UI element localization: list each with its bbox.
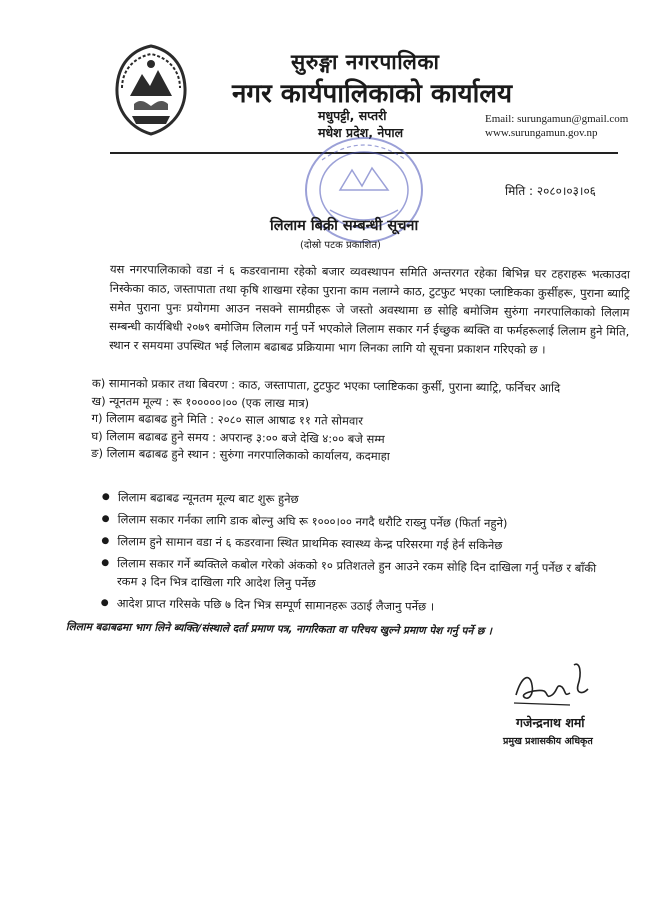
- detail-item-venue: ङ) लिलाम बढाबढ हुने स्थान : सुरुंगा नगरपालिकाको कार्यालय, कदमाहा: [91, 445, 390, 464]
- municipality-name: सुरुङ्गा नगरपालिका: [291, 50, 440, 74]
- detail-item-time: घ) लिलाम बढाबढ हुने समय : अपरान्ह ३:०० बजे देखि ४:०० बजे सम्म: [91, 428, 385, 446]
- notice-date: मिति : २०८०।०३।०६: [505, 184, 596, 198]
- notice-subtitle: (दोस्रो पटक प्रकाशित): [300, 240, 381, 251]
- office-name: नगर कार्यपालिकाको कार्यालय: [232, 79, 513, 109]
- detail-item-date: ग) लिलाम बढाबढ हुने मिति : २०८० साल आषाढ ११ गते सोमवार: [91, 410, 364, 428]
- notice-paragraph: यस नगरपालिकाको वडा नं ६ कडरवानामा रहेको बजार व्यवस्थापन समिति अन्तरगत रहेका बिभिन्न घर टहराहरू भत्काउदा निस्केका काठ, जस्तापाता तथा कृषि शाखमा रहेका पुराना काम नलाग्ने काठ, टुटफुट भएका प्लाष्टिकका कुर्सीहरू, पुराना ब्याट्रि समेत पुराना पुनः प्रयोगमा आउन नसक्ने सामग्रीहरू जे जस्तो अवस्थामा छ सोहि बमोजिम सुरुंगा नगरपालिकाको लिलाम सम्बन्धी कार्यबिधी २०७९ बमोजिम लिलाम गर्नु पर्ने भएकोले लिलाम सकार गर्न ईच्छुक ब्यक्ति वा फर्महरूलाई लिलाम हुने मिति, स्थान र समयमा उपस्थित भई लिलाम बढाबढ प्रक्रियामा भाग लिनका लागि यो सूचना प्रकाशन गरिएको छ ।: [109, 261, 630, 357]
- detail-item-goods: क) सामानको प्रकार तथा बिवरण : काठ, जस्तापाता, टुटफुट भएका प्लाष्टिकका कुर्सी, पुराना ब्याट्रि, फर्निचर आदि: [91, 375, 561, 395]
- address-line-1: मधुपट्टी, सप्तरी: [318, 108, 387, 123]
- notice-body: [109, 260, 630, 360]
- contact-email: Email: surungamun@gmail.com: [485, 113, 629, 125]
- condition-item: ● लिलाम सकार गर्ने ब्यक्तिले कबोल गरेको अंकको १० प्रतिशतले हुन आउने रकम सोहि दिन दाखिला गर्नु पर्नेछ र बाँकी रकम ३ दिन भित्र दाखिला गरि आदेश लिनु पर्नेछ: [101, 554, 611, 595]
- notice-title: लिलाम बिक्री सम्बन्धी सूचना: [270, 218, 419, 234]
- contact-website: www.surungamun.gov.np: [485, 127, 598, 139]
- condition-item: ● लिलाम हुने सामान वडा नं ६ कडरवाना स्थित प्राथमिक स्वास्थ्य केन्द्र परिसरमा गई हेर्न सकिनेछ: [101, 532, 611, 555]
- signature-icon: [508, 655, 608, 715]
- detail-item-minimum-price: ख) न्यूनतम मूल्य : रू १०००००।०० (एक लाख मात्र): [91, 393, 310, 410]
- address-line-2: मधेश प्रदेश, नेपाल: [318, 125, 404, 140]
- signatory-name: गजेन्द्रनाथ शर्मा: [516, 715, 585, 730]
- notice-footnote: लिलाम बढाबढमा भाग लिने ब्यक्ति/संस्थाले दर्ता प्रमाण पत्र, नागरिकता वा परिचय खुल्ने प्रमाण पेश गर्नु पर्ने छ ।: [65, 620, 492, 638]
- nepal-emblem-icon: [112, 44, 190, 136]
- condition-item: ● आदेश प्राप्त गरिसके पछि ७ दिन भित्र सम्पूर्ण सामानहरू उठाई लैजानु पर्नेछ ।: [101, 594, 611, 617]
- auction-conditions: [101, 488, 612, 621]
- signatory-role: प्रमुख प्रशासकीय अधिकृत: [503, 736, 593, 747]
- condition-item: ● लिलाम बढाबढ न्यूनतम मूल्य बाट शुरू हुनेछ: [102, 488, 612, 511]
- condition-item: ● लिलाम सकार गर्नका लागि डाक बोल्नु अघि रू १०००।०० नगदै धरौटि राख्नु पर्नेछ (फिर्ता नहुने): [102, 510, 612, 533]
- auction-details: [91, 375, 632, 468]
